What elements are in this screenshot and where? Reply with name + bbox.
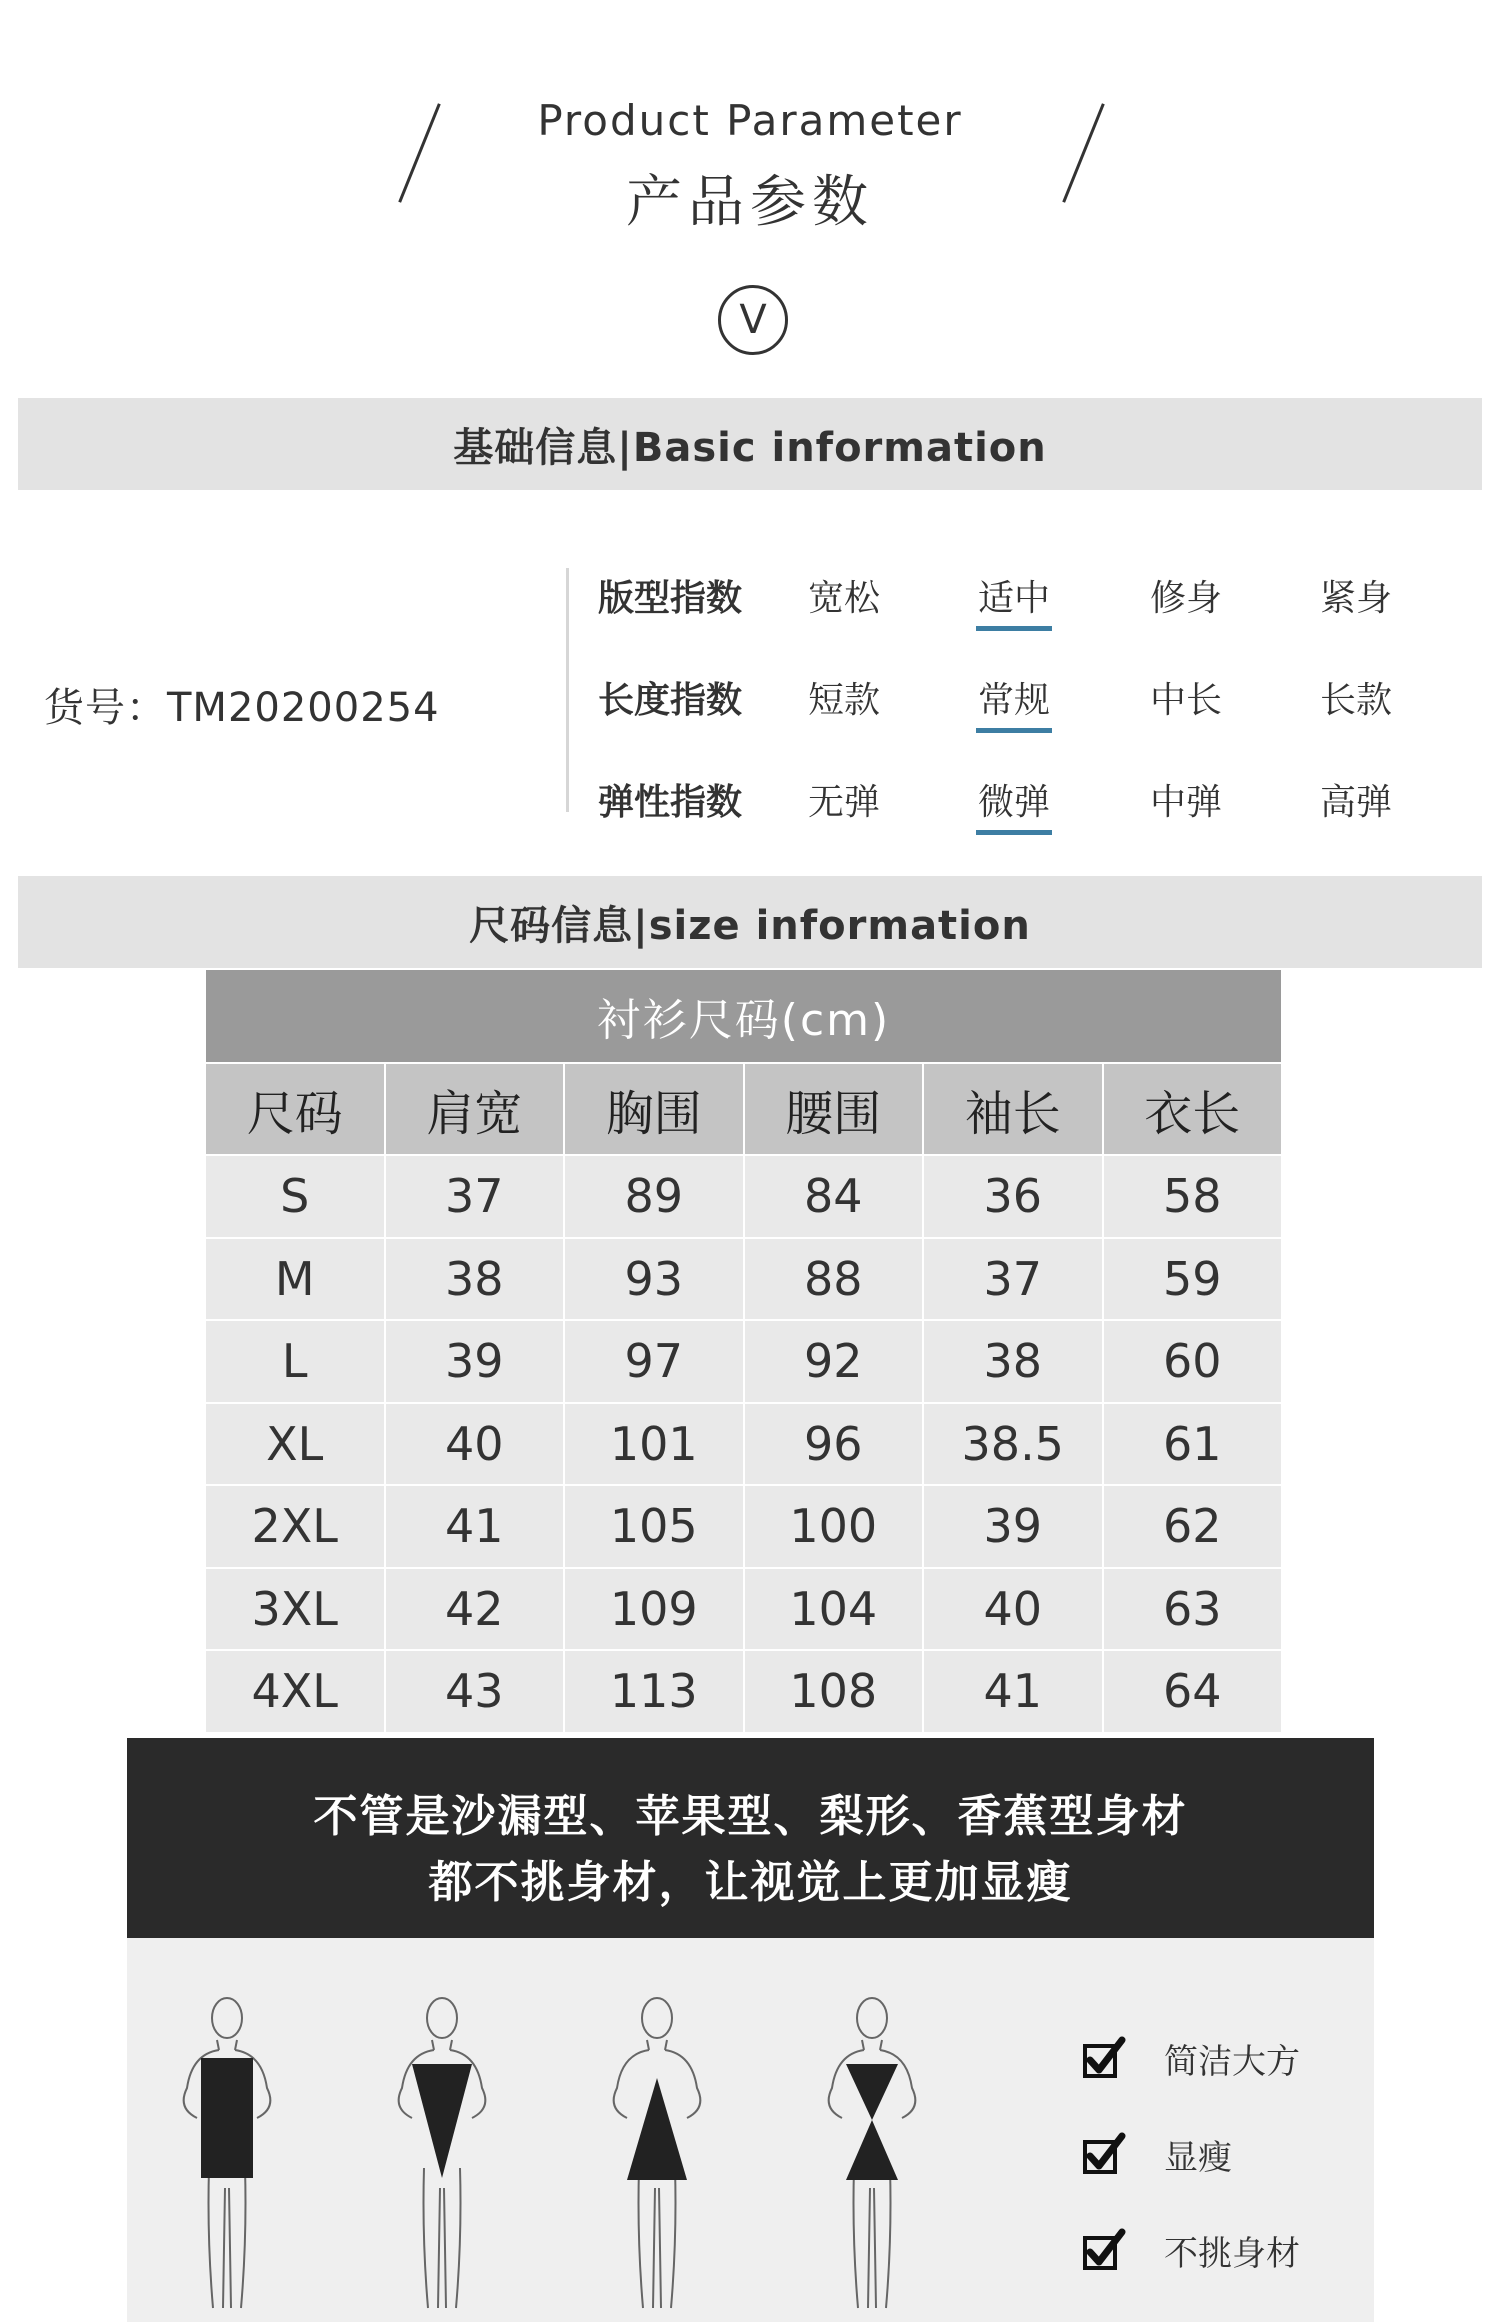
table-cell: 37 — [384, 1156, 564, 1237]
table-cell: 2XL — [251, 1499, 338, 1554]
table-cell: 101 — [563, 1404, 743, 1485]
table-cell: 40 — [384, 1404, 564, 1485]
attribute-option-selected: 常规 — [978, 672, 1050, 723]
size-table-header-row — [206, 1062, 1281, 1154]
size-table-header-cell: 尺码 — [246, 1085, 343, 1142]
table-cell: 64 — [1102, 1651, 1282, 1732]
inverted-triangle-figure-icon — [382, 1988, 502, 2318]
table-cell: 97 — [563, 1321, 743, 1402]
table-row — [206, 1484, 1281, 1567]
table-cell: 3XL — [251, 1581, 338, 1636]
table-cell: L — [281, 1334, 308, 1389]
attribute-label: 版型指数 — [598, 578, 743, 619]
attribute-option: 中长 — [1150, 680, 1223, 721]
table-cell: 38 — [384, 1239, 564, 1320]
size-table-title: 衬衫尺码(cm) — [206, 970, 1281, 1062]
size-table — [206, 970, 1281, 1732]
checkbox-checked-icon — [1082, 2036, 1126, 2080]
checklist-label: 不挑身材 — [1164, 2233, 1300, 2274]
table-cell: 62 — [1102, 1486, 1282, 1567]
table-cell: 96 — [743, 1404, 923, 1485]
checklist-label: 简洁大方 — [1164, 2041, 1300, 2082]
attribute-row — [598, 570, 1458, 630]
table-cell: 104 — [743, 1569, 923, 1650]
attribute-label: 弹性指数 — [598, 782, 743, 823]
table-cell: 109 — [563, 1569, 743, 1650]
table-cell: 42 — [384, 1569, 564, 1650]
size-info-section-bar: 尺码信息|size information — [18, 876, 1482, 968]
attribute-option: 高弹 — [1320, 782, 1393, 823]
attribute-label: 长度指数 — [598, 680, 743, 721]
table-cell: 40 — [922, 1569, 1102, 1650]
table-row — [206, 1649, 1281, 1732]
table-cell: 63 — [1102, 1569, 1282, 1650]
checklist-item — [1082, 2126, 1232, 2182]
attribute-option: 无弹 — [808, 782, 881, 823]
table-cell: 41 — [922, 1651, 1102, 1732]
title-en: Product Parameter — [537, 96, 963, 145]
table-cell: 39 — [384, 1321, 564, 1402]
size-table-header-cell: 袖长 — [922, 1064, 1102, 1154]
table-cell: 88 — [743, 1239, 923, 1320]
table-cell: 38 — [922, 1321, 1102, 1402]
attribute-option: 修身 — [1150, 578, 1223, 619]
table-cell: 4XL — [251, 1664, 338, 1719]
v-circle-icon: V — [718, 285, 788, 355]
attribute-option-selected: 适中 — [978, 570, 1050, 621]
table-cell: 41 — [384, 1486, 564, 1567]
table-cell: 108 — [743, 1651, 923, 1732]
table-cell: 61 — [1102, 1404, 1282, 1485]
table-cell: 37 — [922, 1239, 1102, 1320]
checklist-item — [1082, 2222, 1300, 2278]
table-cell: 43 — [384, 1651, 564, 1732]
table-cell: M — [274, 1251, 315, 1306]
table-row — [206, 1154, 1281, 1237]
size-table-header-cell: 腰围 — [743, 1064, 923, 1154]
body-shapes-panel — [127, 1938, 1374, 2322]
table-cell: 58 — [1102, 1156, 1282, 1237]
vertical-divider — [566, 568, 569, 812]
attribute-option: 宽松 — [808, 578, 881, 619]
size-table-header-cell: 胸围 — [563, 1064, 743, 1154]
checklist-item — [1082, 2030, 1300, 2086]
attribute-option-selected: 微弹 — [978, 774, 1050, 825]
table-cell: 113 — [563, 1651, 743, 1732]
table-cell: XL — [266, 1416, 324, 1471]
checkbox-checked-icon — [1082, 2132, 1126, 2176]
fit-banner — [127, 1738, 1374, 1938]
attribute-option: 中弹 — [1150, 782, 1223, 823]
table-cell: S — [280, 1169, 310, 1224]
table-cell: 84 — [743, 1156, 923, 1237]
table-row — [206, 1567, 1281, 1650]
table-row — [206, 1237, 1281, 1320]
table-cell: 60 — [1102, 1321, 1282, 1402]
table-cell: 89 — [563, 1156, 743, 1237]
table-row — [206, 1319, 1281, 1402]
table-cell: 38.5 — [922, 1404, 1102, 1485]
size-table-header-cell: 衣长 — [1102, 1064, 1282, 1154]
hourglass-figure-icon — [812, 1988, 932, 2318]
table-cell: 105 — [563, 1486, 743, 1567]
table-cell: 92 — [743, 1321, 923, 1402]
table-row — [206, 1402, 1281, 1485]
table-cell: 36 — [922, 1156, 1102, 1237]
table-cell: 93 — [563, 1239, 743, 1320]
title-cn: 产品参数 — [626, 170, 874, 235]
attribute-option: 短款 — [808, 680, 881, 721]
item-number: 货号：TM20200254 — [44, 685, 440, 731]
table-cell: 100 — [743, 1486, 923, 1567]
triangle-figure-icon — [597, 1988, 717, 2318]
rectangle-figure-icon — [167, 1988, 287, 2318]
attribute-option: 长款 — [1320, 680, 1393, 721]
basic-info-section-bar: 基础信息|Basic information — [18, 398, 1482, 490]
banner-line-1: 不管是沙漏型、苹果型、梨形、香蕉型身材 — [313, 1791, 1188, 1842]
checklist-label: 显瘦 — [1164, 2137, 1232, 2178]
banner-line-2: 都不挑身材，让视觉上更加显瘦 — [428, 1857, 1073, 1908]
attribute-option: 紧身 — [1320, 578, 1393, 619]
table-cell: 59 — [1102, 1239, 1282, 1320]
attribute-row — [598, 672, 1458, 732]
checkbox-checked-icon — [1082, 2228, 1126, 2272]
table-cell: 39 — [922, 1486, 1102, 1567]
size-table-header-cell: 肩宽 — [384, 1064, 564, 1154]
attribute-row — [598, 774, 1458, 834]
size-table-body — [206, 1154, 1281, 1732]
